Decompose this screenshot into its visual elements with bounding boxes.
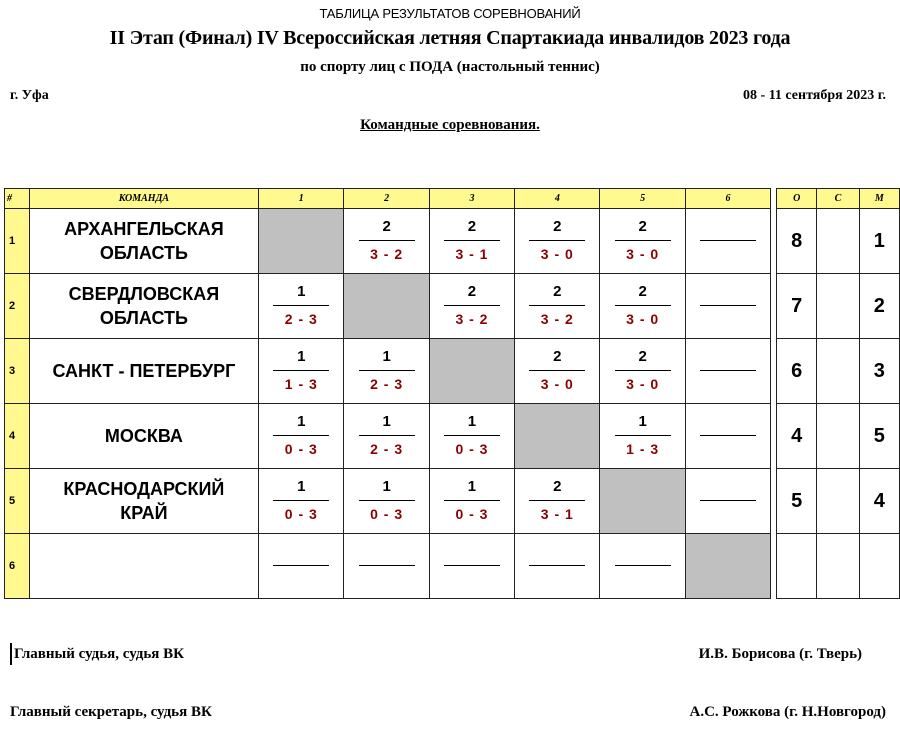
match-cell [515, 274, 600, 339]
match-score: 2 - 3 [370, 441, 404, 457]
match-cell [344, 339, 429, 404]
self-match-cell [600, 469, 685, 534]
col-header-team: КОМАНДА [29, 189, 258, 209]
total-points: 5 [777, 469, 817, 534]
match-cell [515, 209, 600, 274]
match-score: 3 - 1 [455, 246, 489, 262]
empty-match-cell [685, 339, 770, 404]
total-points: 4 [777, 404, 817, 469]
match-score: 3 - 0 [626, 376, 660, 392]
match-cell [429, 469, 514, 534]
empty-match-cell [429, 534, 514, 599]
event-dates: 08 - 11 сентября 2023 г. [743, 88, 886, 103]
chief-judge-name: И.В. Борисова (г. Тверь) [698, 646, 862, 662]
match-cell [600, 274, 685, 339]
match-points: 1 [359, 348, 415, 371]
empty-match-cell [685, 469, 770, 534]
place: 3 [859, 339, 899, 404]
match-cell [259, 274, 344, 339]
row-number: 2 [5, 274, 30, 339]
section-title: Командные соревнования. [360, 117, 540, 133]
team-name [29, 209, 258, 274]
match-points: 2 [529, 478, 585, 501]
table-row [5, 469, 900, 534]
match-score: 3 - 2 [540, 311, 574, 327]
self-match-cell [429, 339, 514, 404]
match-points: 2 [615, 348, 671, 371]
total-points: 7 [777, 274, 817, 339]
team-name-line1: СВЕРДЛОВСКАЯ [68, 284, 220, 304]
dash-line [444, 565, 500, 566]
empty-match-cell [685, 274, 770, 339]
empty-match-cell [515, 534, 600, 599]
c-value [817, 534, 859, 599]
team-name-line1: КРАСНОДАРСКИЙ [63, 479, 225, 499]
dash-line [700, 305, 756, 306]
total-points: 8 [777, 209, 817, 274]
match-points: 1 [444, 413, 500, 436]
empty-match-cell [259, 534, 344, 599]
col-header-c: С [817, 189, 859, 209]
col-header-opp-4: 4 [515, 189, 600, 209]
table-row [5, 209, 900, 274]
match-points: 1 [273, 348, 329, 371]
dash-line [700, 370, 756, 371]
team-name-line2: ОБЛАСТЬ [99, 243, 188, 263]
match-points: 2 [529, 218, 585, 241]
team-name-line2: КРАЙ [120, 503, 168, 523]
c-value [817, 339, 859, 404]
team-name [29, 469, 258, 534]
match-points: 1 [273, 283, 329, 306]
dash-line [273, 565, 329, 566]
match-points: 1 [615, 413, 671, 436]
dash-line [529, 565, 585, 566]
match-points: 2 [529, 283, 585, 306]
match-score: 1 - 3 [626, 441, 660, 457]
match-points: 2 [615, 218, 671, 241]
match-cell [600, 339, 685, 404]
team-name-line2: ОБЛАСТЬ [99, 308, 188, 328]
col-header-opp-6: 6 [685, 189, 770, 209]
empty-match-cell [600, 534, 685, 599]
self-match-cell [685, 534, 770, 599]
match-score: 1 - 3 [284, 376, 318, 392]
page-subtitle: по спорту лиц с ПОДА (настольный теннис) [300, 59, 600, 75]
self-match-cell [344, 274, 429, 339]
match-cell [600, 404, 685, 469]
place: 4 [859, 469, 899, 534]
table-header-row [5, 189, 900, 209]
match-score: 3 - 2 [455, 311, 489, 327]
dash-line [700, 240, 756, 241]
match-cell [429, 274, 514, 339]
match-score: 3 - 0 [540, 376, 574, 392]
match-points: 1 [273, 478, 329, 501]
col-header-opp-1: 1 [259, 189, 344, 209]
place: 2 [859, 274, 899, 339]
match-score: 0 - 3 [370, 506, 404, 522]
match-score: 0 - 3 [455, 441, 489, 457]
match-cell [344, 209, 429, 274]
empty-match-cell [685, 404, 770, 469]
team-name [29, 404, 258, 469]
col-header-opp-2: 2 [344, 189, 429, 209]
chief-secretary-name: А.С. Рожкова (г. Н.Новгород) [689, 704, 886, 720]
c-value [817, 274, 859, 339]
match-score: 0 - 3 [284, 441, 318, 457]
match-cell [344, 404, 429, 469]
table-row [5, 274, 900, 339]
col-header-opp-5: 5 [600, 189, 685, 209]
match-cell [515, 469, 600, 534]
col-header-opp-3: 3 [429, 189, 514, 209]
c-value [817, 404, 859, 469]
match-points: 2 [359, 218, 415, 241]
row-number: 3 [5, 339, 30, 404]
empty-match-cell [685, 209, 770, 274]
chief-judge-label: Главный судья, судья ВК [10, 643, 184, 665]
row-number: 6 [5, 534, 30, 599]
match-cell [429, 404, 514, 469]
total-points: 6 [777, 339, 817, 404]
match-score: 3 - 0 [626, 311, 660, 327]
results-table [4, 188, 900, 599]
table-row [5, 534, 900, 599]
match-cell [259, 404, 344, 469]
place: 1 [859, 209, 899, 274]
page-title: II Этап (Финал) IV Всероссийская летняя Спартакиада инвалидов 2023 года [109, 27, 791, 49]
table-row [5, 339, 900, 404]
match-cell [600, 209, 685, 274]
chief-secretary-label: Главный секретарь, судья ВК [10, 704, 212, 720]
place: 5 [859, 404, 899, 469]
match-score: 3 - 0 [540, 246, 574, 262]
match-score: 3 - 1 [540, 506, 574, 522]
empty-match-cell [344, 534, 429, 599]
total-points [777, 534, 817, 599]
dash-line [359, 565, 415, 566]
col-header-place: М [859, 189, 899, 209]
venue-city: г. Уфа [10, 88, 49, 103]
col-header-hash: # [5, 189, 30, 209]
team-name [29, 339, 258, 404]
document-type: ТАБЛИЦА РЕЗУЛЬТАТОВ СОРЕВНОВАНИЙ [319, 6, 581, 21]
team-name [29, 274, 258, 339]
match-score: 2 - 3 [284, 311, 318, 327]
match-score: 3 - 0 [626, 246, 660, 262]
team-name [29, 534, 258, 599]
dash-line [700, 500, 756, 501]
match-cell [515, 339, 600, 404]
match-cell [429, 209, 514, 274]
c-value [817, 209, 859, 274]
match-points: 2 [444, 218, 500, 241]
match-cell [259, 339, 344, 404]
team-name-line1: МОСКВА [104, 426, 183, 446]
col-header-points: О [777, 189, 817, 209]
table-row [5, 404, 900, 469]
match-points: 1 [359, 478, 415, 501]
row-number: 4 [5, 404, 30, 469]
match-points: 2 [444, 283, 500, 306]
match-score: 0 - 3 [455, 506, 489, 522]
self-match-cell [259, 209, 344, 274]
match-points: 1 [444, 478, 500, 501]
dash-line [615, 565, 671, 566]
match-cell [259, 469, 344, 534]
row-number: 5 [5, 469, 30, 534]
team-name-line1: САНКТ - ПЕТЕРБУРГ [52, 361, 236, 381]
match-score: 3 - 2 [370, 246, 404, 262]
match-points: 1 [359, 413, 415, 436]
match-score: 0 - 3 [284, 506, 318, 522]
dash-line [700, 435, 756, 436]
match-points: 1 [273, 413, 329, 436]
self-match-cell [515, 404, 600, 469]
match-points: 2 [615, 283, 671, 306]
match-points: 2 [529, 348, 585, 371]
match-cell [344, 469, 429, 534]
row-number: 1 [5, 209, 30, 274]
team-name-line1: АРХАНГЕЛЬСКАЯ [64, 219, 224, 239]
c-value [817, 469, 859, 534]
match-score: 2 - 3 [370, 376, 404, 392]
place [859, 534, 899, 599]
